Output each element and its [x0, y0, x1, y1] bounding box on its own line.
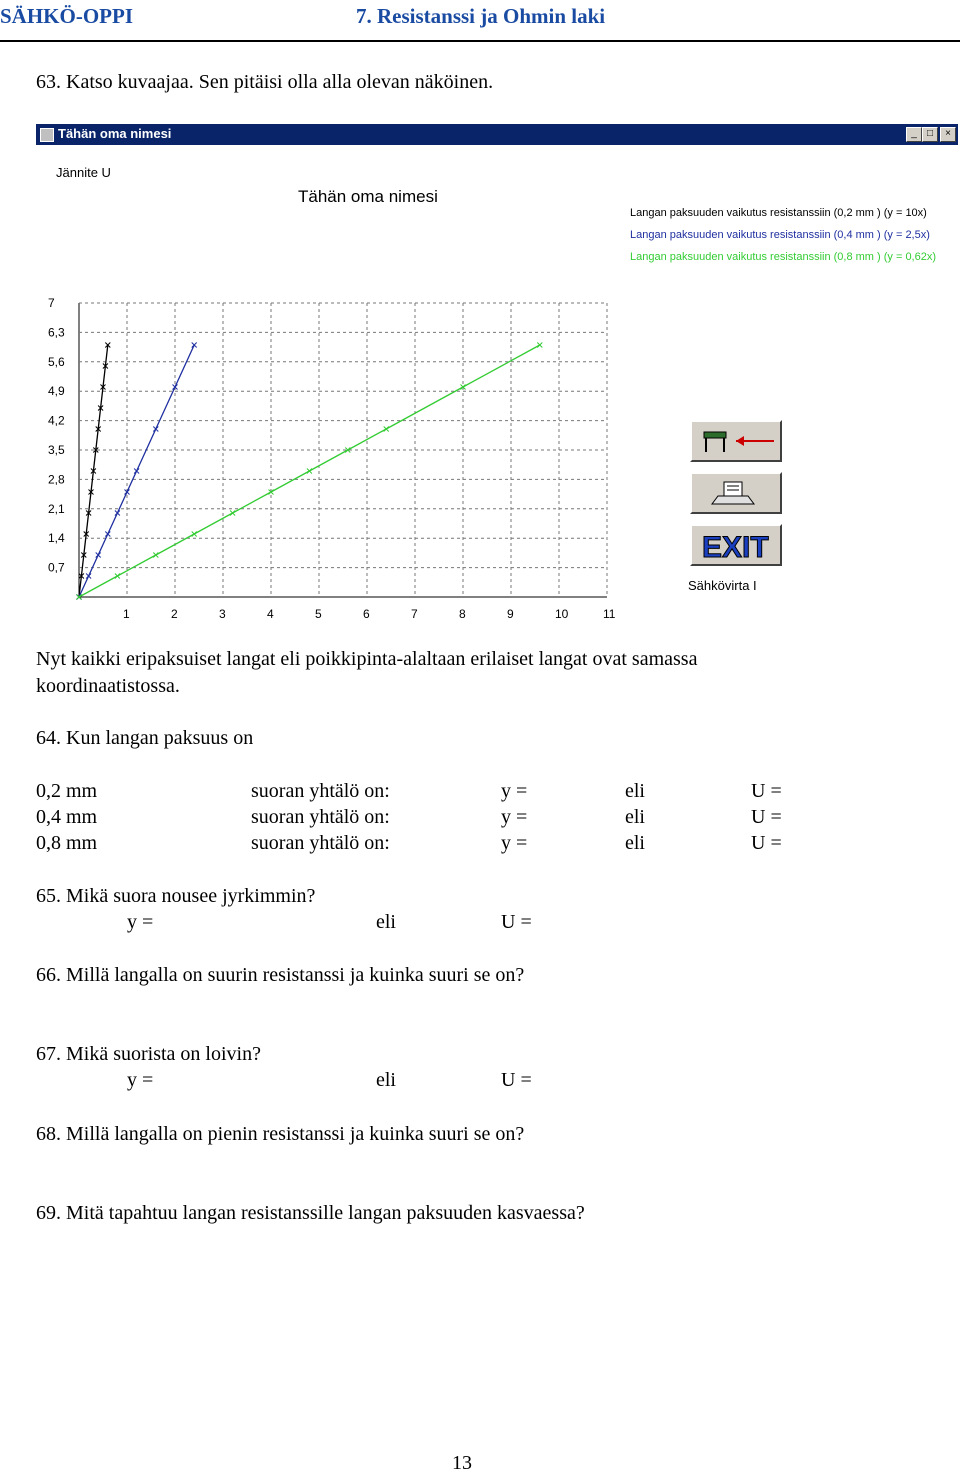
- data-point-marker: [86, 574, 91, 579]
- q65-y: y =: [127, 911, 154, 933]
- x-axis-label: Sähkövirta I: [688, 578, 757, 593]
- data-point-marker: [153, 553, 158, 558]
- y-tick-label: 7: [48, 296, 55, 310]
- q64-row-text: suoran yhtälö on:: [251, 806, 390, 828]
- minimize-button[interactable]: _: [906, 127, 922, 142]
- intro-line-2: koordinaatistossa.: [36, 675, 180, 697]
- data-point-marker: [192, 343, 197, 348]
- window-title: Tähän oma nimesi: [58, 126, 172, 141]
- data-point-marker: [230, 511, 235, 516]
- print-button[interactable]: [690, 472, 782, 514]
- x-tick-label: 6: [363, 607, 370, 621]
- q64-row-thickness: 0,4 mm: [36, 806, 98, 828]
- question-63: 63. Katso kuvaajaa. Sen pitäisi olla alla olevan näköinen.: [36, 71, 494, 93]
- q64-row-eli: eli: [625, 832, 645, 854]
- y-tick-label: 5,6: [48, 354, 65, 369]
- q65-u: U =: [501, 911, 532, 933]
- question-64: 64. Kun langan paksuus on: [36, 727, 254, 749]
- q64-row-u: U =: [751, 780, 782, 802]
- q64-row-y: y =: [501, 832, 528, 854]
- data-point-marker: [192, 532, 197, 537]
- data-point-marker: [384, 427, 389, 432]
- question-67: 67. Mikä suorista on loivin?: [36, 1043, 261, 1065]
- q64-row-eli: eli: [625, 806, 645, 828]
- question-69: 69. Mitä tapahtuu langan resistanssille langan paksuuden kasvaessa?: [36, 1202, 585, 1224]
- y-tick-labels: [48, 296, 65, 575]
- q64-row-thickness: 0,2 mm: [36, 780, 98, 802]
- question-65: 65. Mikä suora nousee jyrkimmin?: [36, 885, 316, 907]
- y-axis-label: Jännite U: [56, 165, 111, 180]
- q64-row-text: suoran yhtälö on:: [251, 832, 390, 854]
- data-point-marker: [537, 343, 542, 348]
- exit-icon: [692, 526, 780, 564]
- x-tick-label: 11: [603, 607, 616, 621]
- series-lines: [77, 343, 543, 600]
- header-subject: SÄHKÖ-OPPI: [0, 4, 134, 28]
- x-tick-label: 2: [171, 607, 178, 621]
- q64-row-u: U =: [751, 806, 782, 828]
- maximize-button[interactable]: □: [922, 127, 938, 142]
- x-tick-label: 4: [267, 607, 274, 621]
- data-point-marker: [96, 553, 101, 558]
- window-titlebar: [36, 124, 958, 145]
- data-point-marker: [105, 532, 110, 537]
- legend-entry: Langan paksuuden vaikutus resistanssiin (0,4 mm ) (y = 2,5x): [630, 229, 930, 241]
- intro-line-1: Nyt kaikki eripaksuiset langat eli poikkipinta-alaltaan erilaiset langat ovat samassa: [36, 648, 698, 670]
- q64-row-eli: eli: [625, 780, 645, 802]
- y-tick-label: 6,3: [48, 325, 65, 340]
- x-tick-label: 10: [555, 607, 569, 621]
- close-button[interactable]: ×: [940, 127, 956, 142]
- q64-row-y: y =: [501, 806, 528, 828]
- y-tick-label: 2,1: [48, 501, 65, 516]
- data-point-marker: [115, 574, 120, 579]
- window-app-icon: [40, 128, 54, 142]
- data-point-marker: [307, 469, 312, 474]
- exit-button[interactable]: [690, 524, 782, 566]
- chart-title: Tähän oma nimesi: [298, 187, 438, 206]
- legend-entry: Langan paksuuden vaikutus resistanssiin (0,8 mm ) (y = 0,62x): [630, 251, 937, 263]
- y-tick-label: 4,9: [48, 384, 65, 399]
- chart-legend: [630, 207, 936, 263]
- q64-row-y: y =: [501, 780, 528, 802]
- exit-label: EXIT: [702, 531, 769, 564]
- y-tick-label: 4,2: [48, 413, 65, 428]
- question-68: 68. Millä langalla on pienin resistanssi ja kuinka suuri se on?: [36, 1123, 525, 1145]
- page-number: 13: [452, 1452, 472, 1474]
- q65-eli: eli: [376, 911, 396, 933]
- x-tick-label: 1: [123, 607, 130, 621]
- q64-row-thickness: 0,8 mm: [36, 832, 98, 854]
- desk-arrow-icon: [692, 422, 780, 460]
- y-tick-label: 0,7: [48, 560, 65, 575]
- voltage-current-chart: [36, 145, 958, 622]
- printer-icon: [692, 474, 780, 512]
- legend-entry: Langan paksuuden vaikutus resistanssiin (0,2 mm ) (y = 10x): [630, 207, 927, 219]
- x-tick-label: 8: [459, 607, 466, 621]
- q67-u: U =: [501, 1069, 532, 1091]
- x-tick-label: 5: [315, 607, 322, 621]
- question-66: 66. Millä langalla on suurin resistanssi ja kuinka suuri se on?: [36, 964, 525, 986]
- data-point-marker: [115, 511, 120, 516]
- x-tick-label: 9: [507, 607, 514, 621]
- y-tick-label: 3,5: [48, 443, 65, 457]
- x-tick-label: 7: [411, 607, 418, 621]
- q64-row-u: U =: [751, 832, 782, 854]
- header-divider: [0, 40, 960, 42]
- data-point-marker: [153, 427, 158, 432]
- q67-y: y =: [127, 1069, 154, 1091]
- x-tick-labels: [123, 607, 616, 621]
- app-window: [36, 124, 958, 622]
- x-tick-label: 3: [219, 607, 226, 621]
- header-chapter: 7. Resistanssi ja Ohmin laki: [356, 4, 606, 28]
- data-point-marker: [134, 469, 139, 474]
- y-tick-label: 1,4: [48, 531, 65, 546]
- y-tick-label: 2,8: [48, 472, 65, 487]
- q67-eli: eli: [376, 1069, 396, 1091]
- q64-row-text: suoran yhtälö on:: [251, 780, 390, 802]
- back-button[interactable]: [690, 420, 782, 462]
